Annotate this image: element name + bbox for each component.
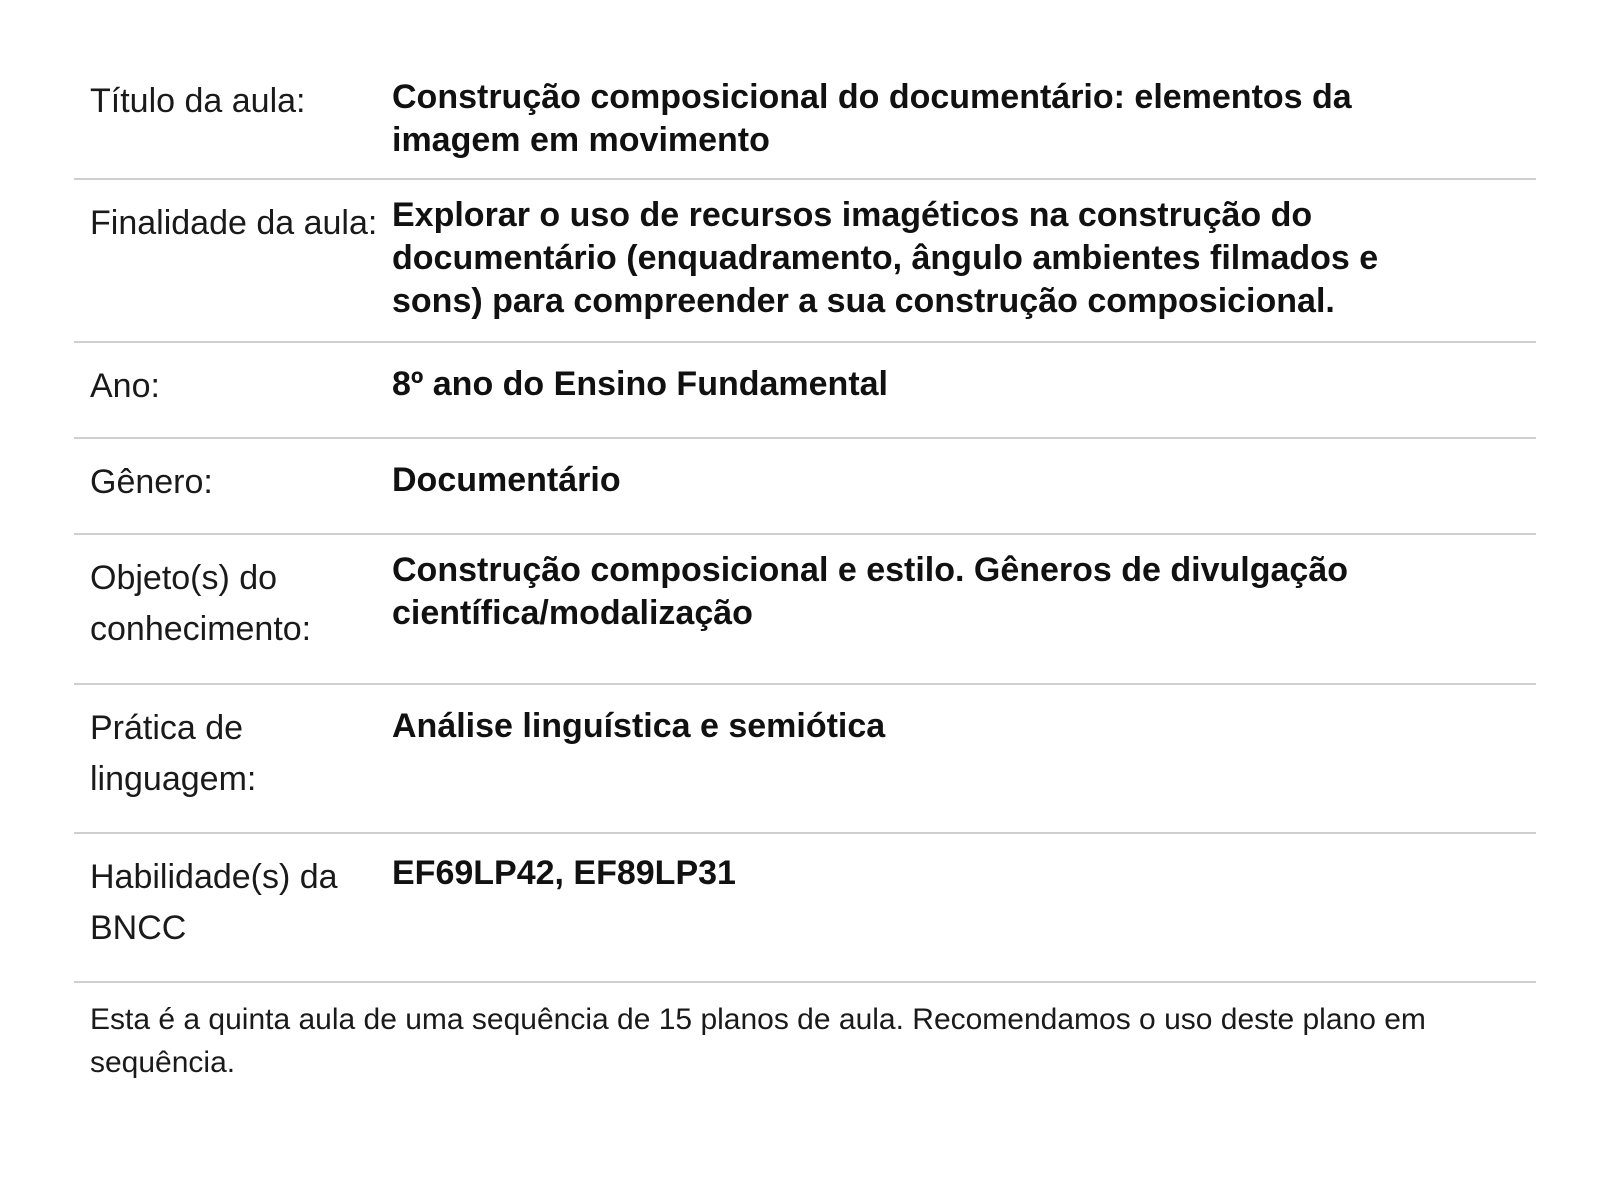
row-lesson-goal [74, 180, 1536, 343]
row-value: Construção composicional do documentário: elementos da imagem em movimento [392, 78, 1352, 159]
row-value: Explorar o uso de recursos imagéticos na construção do documentário (enquadramento, ângulo ambientes filmados e sons) para compreender a sua construção composicional. [392, 196, 1379, 320]
row-label: Gênero: [90, 463, 213, 501]
row-value: Construção composicional e estilo. Gêneros de divulgação científica/modalização [392, 551, 1349, 632]
row-knowledge-objects [74, 535, 1536, 685]
row-label: Habilidade(s) da BNCC [90, 858, 338, 947]
row-label: Prática de linguagem: [90, 709, 257, 798]
row-label: Objeto(s) do conhecimento: [90, 559, 312, 648]
lesson-info-table [74, 60, 1536, 983]
sequence-note: Esta é a quinta aula de uma sequência de 15 planos de aula. Recomendamos o uso deste plano em sequência. [90, 1003, 1426, 1079]
row-value: EF69LP42, EF89LP31 [392, 854, 736, 892]
row-lesson-title [74, 60, 1536, 180]
row-label: Título da aula: [90, 82, 306, 120]
row-genre [74, 439, 1536, 535]
row-value: Documentário [392, 461, 621, 499]
row-language-practice [74, 685, 1536, 834]
row-year [74, 343, 1536, 439]
row-label: Ano: [90, 367, 160, 405]
row-value: 8º ano do Ensino Fundamental [392, 365, 889, 403]
row-value: Análise linguística e semiótica [392, 707, 886, 745]
row-bncc-skills [74, 834, 1536, 983]
row-label: Finalidade da aula: [90, 204, 378, 242]
